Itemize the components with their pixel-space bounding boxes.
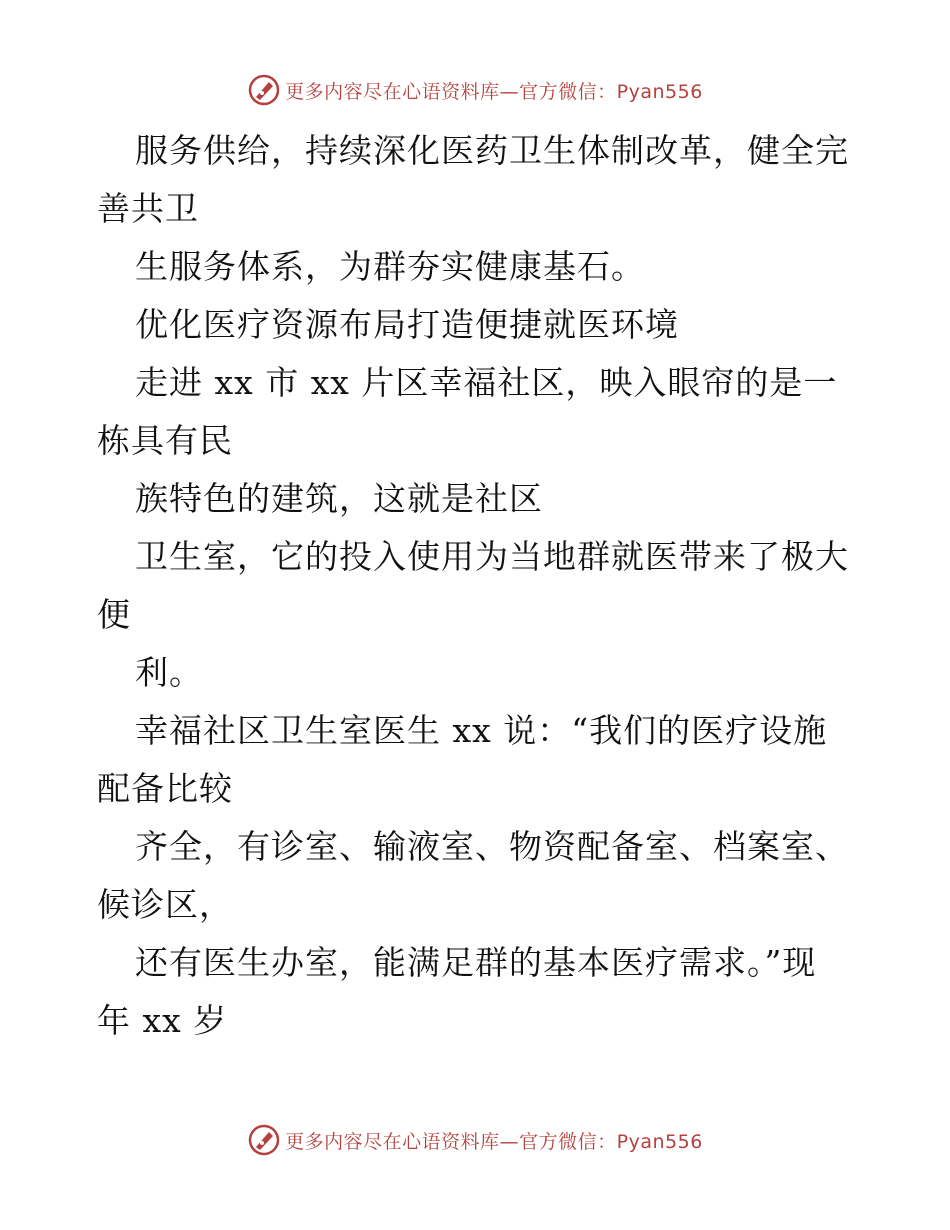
footer-banner — [0, 1120, 950, 1160]
paragraph-line: 卫生室，它的投入使用为当地群就医带来了极大 — [135, 537, 849, 576]
paragraph-line: 利。 — [135, 653, 203, 692]
paragraph-line: 走进 xx 市 xx 片区幸福社区，映入眼帘的是一 — [135, 363, 838, 402]
paragraph-line: 便 — [97, 595, 131, 634]
paragraph-line: 年 xx 岁 — [97, 1001, 228, 1040]
paragraph-line: 生服务体系，为群夯实健康基石。 — [135, 247, 645, 286]
paragraph-line: 族特色的建筑，这就是社区 — [135, 479, 543, 518]
header-banner — [0, 70, 950, 110]
pen-nib-logo-icon — [247, 73, 281, 107]
paragraph-line: 栋具有民 — [97, 421, 233, 460]
footer-banner-text: 更多内容尽在心语资料库—官方微信：Pyan556 — [285, 1130, 703, 1153]
paragraph-line: 配备比较 — [97, 769, 233, 808]
document-body — [97, 122, 867, 1050]
paragraph-line: 齐全，有诊室、输液室、物资配备室、档案室、 — [135, 827, 849, 866]
paragraph-line: 幸福社区卫生室医生 xx 说：“我们的医疗设施 — [135, 711, 828, 750]
paragraph-line: 还有医生办室，能满足群的基本医疗需求。”现 — [135, 943, 817, 982]
header-banner-text: 更多内容尽在心语资料库—官方微信：Pyan556 — [285, 80, 703, 103]
paragraph-line: 善共卫 — [97, 189, 199, 228]
paragraph-line: 服务供给，持续深化医药卫生体制改革，健全完 — [135, 131, 849, 170]
pen-nib-logo-icon — [247, 1123, 281, 1157]
section-heading: 优化医疗资源布局打造便捷就医环境 — [135, 305, 679, 344]
paragraph-line: 候诊区， — [97, 885, 233, 924]
